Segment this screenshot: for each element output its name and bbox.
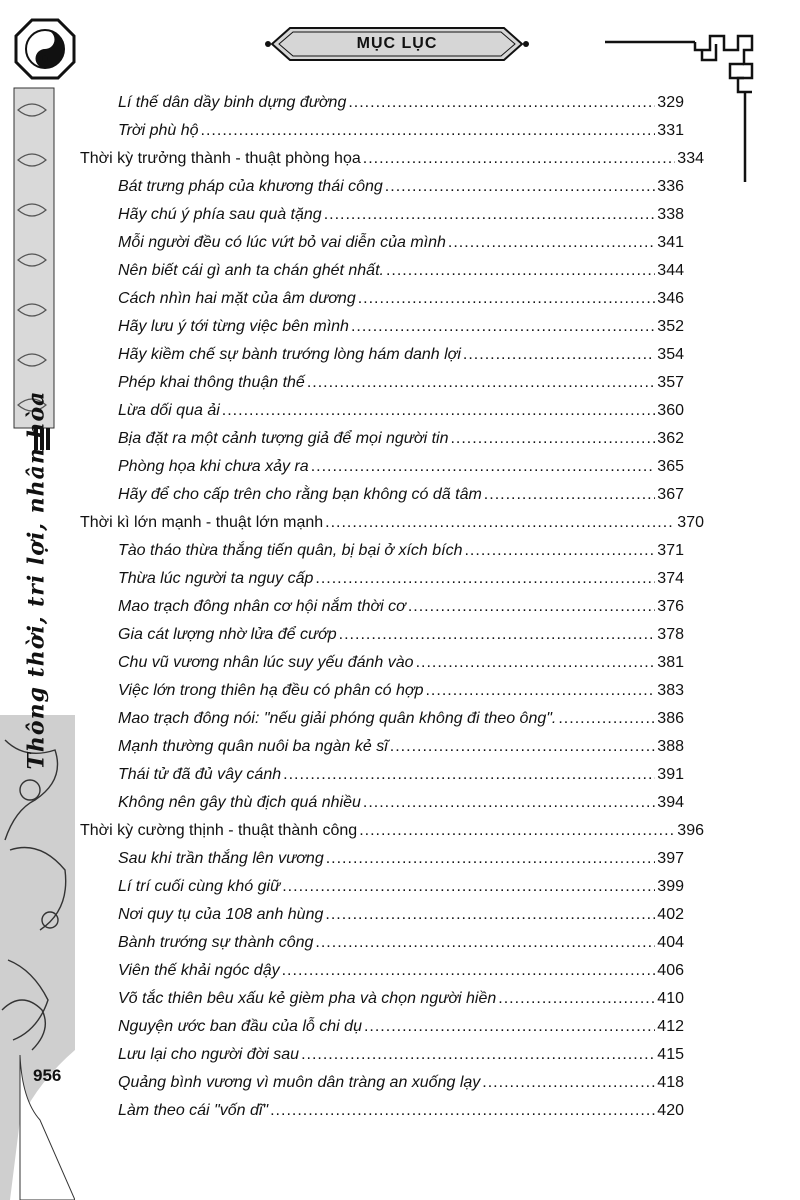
toc-entry: Lưu lại cho người đời sau ..... 415 xyxy=(118,1045,684,1065)
toc-entry: Bịa đặt ra một cảnh tượng giả để mọi người tin ..... 362 xyxy=(118,429,684,449)
toc-entry: Phép khai thông thuận thế ..... 357 xyxy=(118,373,684,393)
toc-entry: Sau khi trần thắng lên vương ..... 397 xyxy=(118,849,684,869)
toc-entry: Nên biết cái gì anh ta chán ghét nhất. ..... 344 xyxy=(118,261,684,281)
toc-entry: Hãy chú ý phía sau quà tặng ..... 338 xyxy=(118,205,684,225)
toc-entry: Mạnh thường quân nuôi ba ngàn kẻ sĩ ..... 388 xyxy=(118,737,684,757)
page-number: 956 xyxy=(33,1066,62,1085)
yin-yang-icon xyxy=(14,18,76,80)
toc-entry: Chu vũ vương nhân lúc suy yếu đánh vào ..... 381 xyxy=(118,653,684,673)
toc-entry: Nguyện ước ban đầu của lỗ chi dụ ..... 412 xyxy=(118,1017,684,1037)
toc-entry: Thái tử đã đủ vây cánh ..... 391 xyxy=(118,765,684,785)
toc-entry: Phòng họa khi chưa xảy ra ..... 365 xyxy=(118,457,684,477)
toc-entry: Võ tắc thiên bêu xấu kẻ gièm pha và chọn người hiền ..... 410 xyxy=(118,989,684,1009)
toc-entry: Làm theo cái "vốn dĩ" ..... 420 xyxy=(118,1101,684,1121)
toc-entry: Tào tháo thừa thắng tiến quân, bị bại ở xích bích ..... 371 xyxy=(118,541,684,561)
toc-entry: Quảng bình vương vì muôn dân tràng an xuống lạy ..... 418 xyxy=(118,1073,684,1093)
toc-entry: Lí trí cuối cùng khó giữ ..... 399 xyxy=(118,877,684,897)
side-title-text: Thông thời, tri lợi, nhân hòa xyxy=(23,390,50,770)
page-title: MỤC LỤC xyxy=(356,35,438,52)
toc-entry: Hãy kiềm chế sự bành trướng lòng hám danh lợi ..... 354 xyxy=(118,345,684,365)
toc-entry: Cách nhìn hai mặt của âm dương ..... 346 xyxy=(118,289,684,309)
toc-entry: Lừa dối qua ải ..... 360 xyxy=(118,401,684,421)
toc-section: Thời kì lớn mạnh - thuật lớn mạnh ..... 370 xyxy=(80,513,704,533)
toc-entry: Mỗi người đều có lúc vứt bỏ vai diễn của mình ..... 341 xyxy=(118,233,684,253)
toc-entry: Bát trưng pháp của khương thái công ..... 336 xyxy=(118,177,684,197)
toc-entry: Mao trạch đông nhân cơ hội nắm thời cơ ..... 376 xyxy=(118,597,684,617)
toc-entry: Lí thế dân dầy binh dựng đường ..... 329 xyxy=(118,93,684,113)
side-book-title xyxy=(16,390,56,770)
toc-entry: Nơi quy tụ của 108 anh hùng ..... 402 xyxy=(118,905,684,925)
toc-entry: Trời phù hộ ..... 331 xyxy=(118,121,684,141)
toc-entry: Mao trạch đông nói: "nếu giải phóng quân không đi theo ông". ..... 386 xyxy=(118,709,684,729)
toc-entry: Hãy để cho cấp trên cho rằng bạn không có dã tâm ..... 367 xyxy=(118,485,684,505)
toc-section: Thời kỳ cường thịnh - thuật thành công ..... 396 xyxy=(80,821,704,841)
toc-section: Thời kỳ trưởng thành - thuật phòng họa ..... 334 xyxy=(80,149,704,169)
toc-entry: Bành trướng sự thành công ..... 404 xyxy=(118,933,684,953)
toc-entry: Thừa lúc người ta nguy cấp ..... 374 xyxy=(118,569,684,589)
toc-entry: Việc lớn trong thiên hạ đều có phân có hợp ..... 383 xyxy=(118,681,684,701)
toc-entry: Hãy lưu ý tới từng việc bên mình ..... 352 xyxy=(118,317,684,337)
toc-entry: Gia cát lượng nhờ lửa để cướp ..... 378 xyxy=(118,625,684,645)
toc-entry: Không nên gây thù địch quá nhiều ..... 394 xyxy=(118,793,684,813)
toc-entry: Viên thế khải ngóc dậy ..... 406 xyxy=(118,961,684,981)
